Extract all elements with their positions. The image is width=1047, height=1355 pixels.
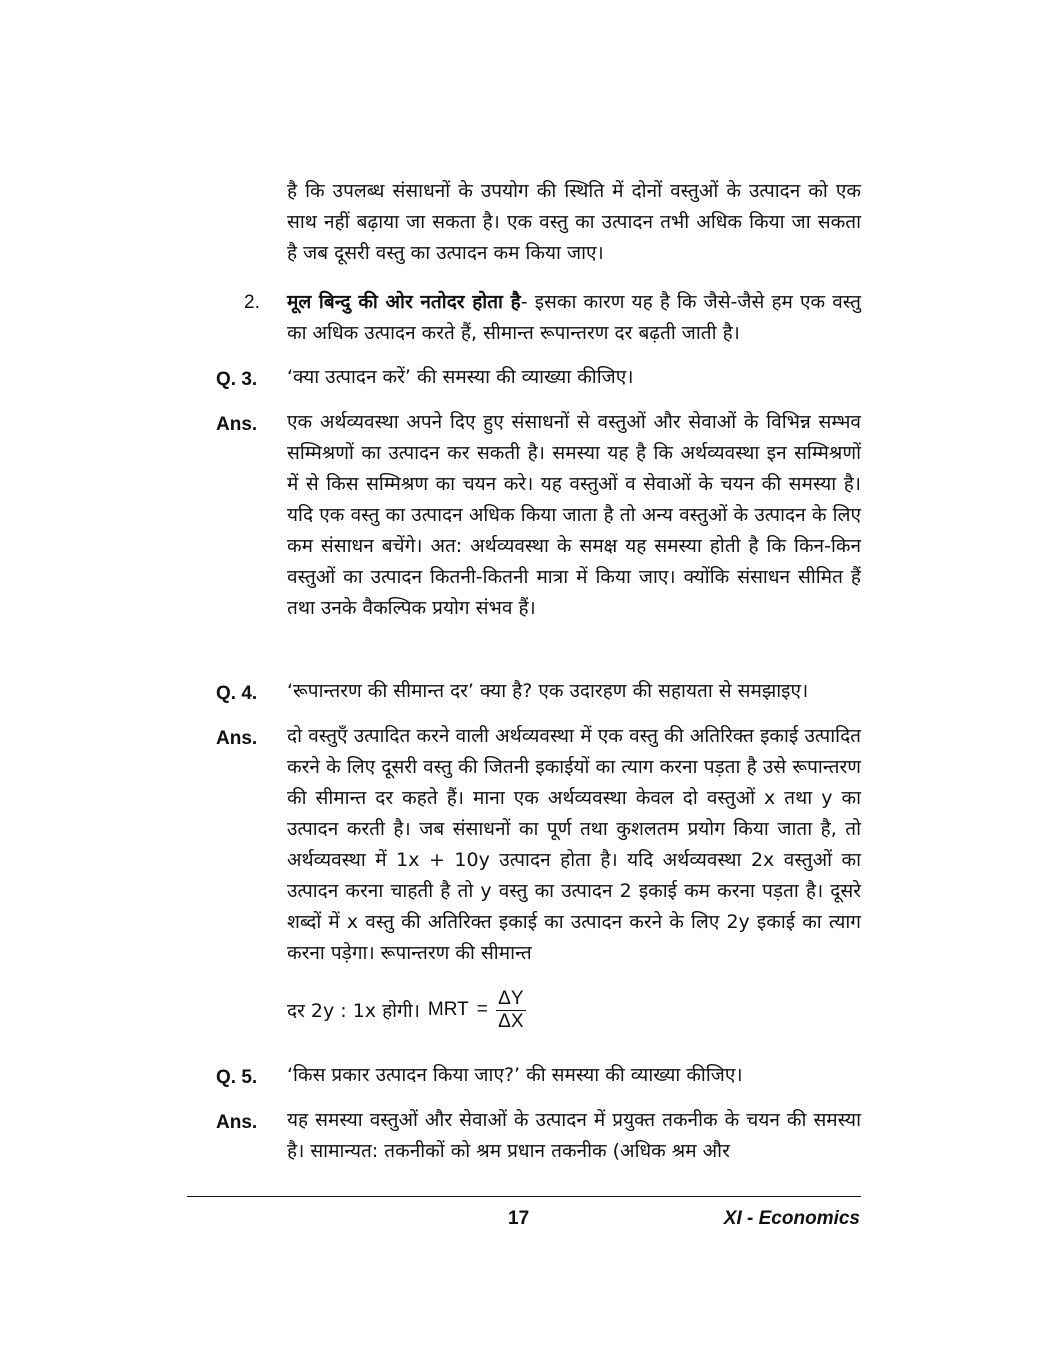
point-2-text: - इसका कारण यह है कि जैसे-जैसे हम एक वस्तु का अधिक उत्पादन करते हैं, सीमान्त रूपान्तरण दर बढ़ती जाती है। bbox=[287, 291, 861, 344]
q3-question: ‘क्या उत्पादन करें’ की समस्या की व्याख्या कीजिए। bbox=[287, 366, 634, 388]
q4-label: Q. 4. bbox=[216, 683, 258, 704]
mrt-formula bbox=[287, 988, 526, 1032]
q4-question: ‘रूपान्तरण की सीमान्त दर’ क्या है? एक उदारहण की सहायता से समझाइए। bbox=[287, 680, 809, 702]
point-2-number: 2. bbox=[244, 292, 260, 313]
formula-equals: = bbox=[476, 999, 488, 1020]
point-2-heading: मूल बिन्दु की ओर नतोदर होता है bbox=[287, 291, 521, 313]
q4-answer: दो वस्तुएँ उत्पादित करने वाली अर्थव्यवस्था में एक वस्तु की अतिरिक्त इकाई उत्पादित करने के लिए दूसरी वस्तु की जितनी इकाईयों का त्याग करना पड़ता है उसे रूपान्तरण की सीमान्त दर कहते हैं। माना एक अर्थव्यवस्था केवल दो वस्तुओं x तथा y का उत्पादन करती है। जब संसाधनों का पूर्ण तथा कुशलतम प्रयोग किया जाता है, तो अर्थव्यवस्था में 1x + 10y उत्पादन होता है। यदि अर्थव्यवस्था 2x वस्तुओं का उत्पादन करना चाहती है तो y वस्तु का उत्पादन 2 इकाई कम करना पड़ता है। दूसरे शब्दों में x वस्तु की अतिरिक्त इकाई का उत्पादन करने के लिए 2y इकाई का त्याग करना पड़ेगा। रूपान्तरण की सीमान्त bbox=[287, 725, 861, 964]
fraction-numerator: ΔY bbox=[498, 987, 524, 1009]
continuation-paragraph: है कि उपलब्ध संसाधनों के उपयोग की स्थिति में दोनों वस्तुओं के उत्पादन को एक साथ नहीं बढ़ाया जा सकता है। एक वस्तु का उत्पादन तभी अधिक किया जा सकता है जब दूसरी वस्तु का उत्पादन कम किया जाए। bbox=[287, 180, 861, 264]
fraction-denominator: ΔX bbox=[498, 1010, 524, 1032]
q5-ans-label: Ans. bbox=[216, 1112, 258, 1133]
q5-label: Q. 5. bbox=[216, 1067, 258, 1088]
footer-subject: XI - Economics bbox=[723, 1208, 860, 1229]
q5-answer: यह समस्या वस्तुओं और सेवाओं के उत्पादन में प्रयुक्त तकनीक के चयन की समस्या है। सामान्यत: तकनीकों को श्रम प्रधान तकनीक (अधिक श्रम और bbox=[287, 1109, 861, 1162]
point-2-paragraph bbox=[287, 287, 861, 349]
q5-question: ‘किस प्रकार उत्पादन किया जाए?’ की समस्या की व्याख्या कीजिए। bbox=[287, 1064, 743, 1086]
q3-label: Q. 3. bbox=[216, 369, 258, 390]
formula-prefix: दर 2y : 1x होगी। bbox=[287, 1000, 420, 1022]
q3-ans-label: Ans. bbox=[216, 414, 258, 435]
q4-ans-label: Ans. bbox=[216, 728, 258, 749]
page-number: 17 bbox=[508, 1208, 530, 1229]
mrt-fraction bbox=[496, 989, 526, 1032]
q3-answer: एक अर्थव्यवस्था अपने दिए हुए संसाधनों से वस्तुओं और सेवाओं के विभिन्न सम्भव सम्मिश्रणों का उत्पादन कर सकती है। समस्या यह है कि अर्थव्यवस्था इन सम्मिश्रणों में से किस सम्मिश्रण का चयन करे। यह वस्तुओं व सेवाओं के चयन की समस्या है। यदि एक वस्तु का उत्पादन अधिक किया जाता है तो अन्य वस्तुओं के उत्पादन के लिए कम संसाधन बचेंगे। अत: अर्थव्यवस्था के समक्ष यह समस्या होती है कि किन-किन वस्तुओं का उत्पादन कितनी-कितनी मात्रा में किया जाए। क्योंकि संसाधन सीमित हैं तथा उनके वैकल्पिक प्रयोग संभव हैं। bbox=[287, 411, 861, 619]
footer-divider bbox=[187, 1196, 861, 1197]
formula-lhs: MRT bbox=[427, 999, 469, 1020]
